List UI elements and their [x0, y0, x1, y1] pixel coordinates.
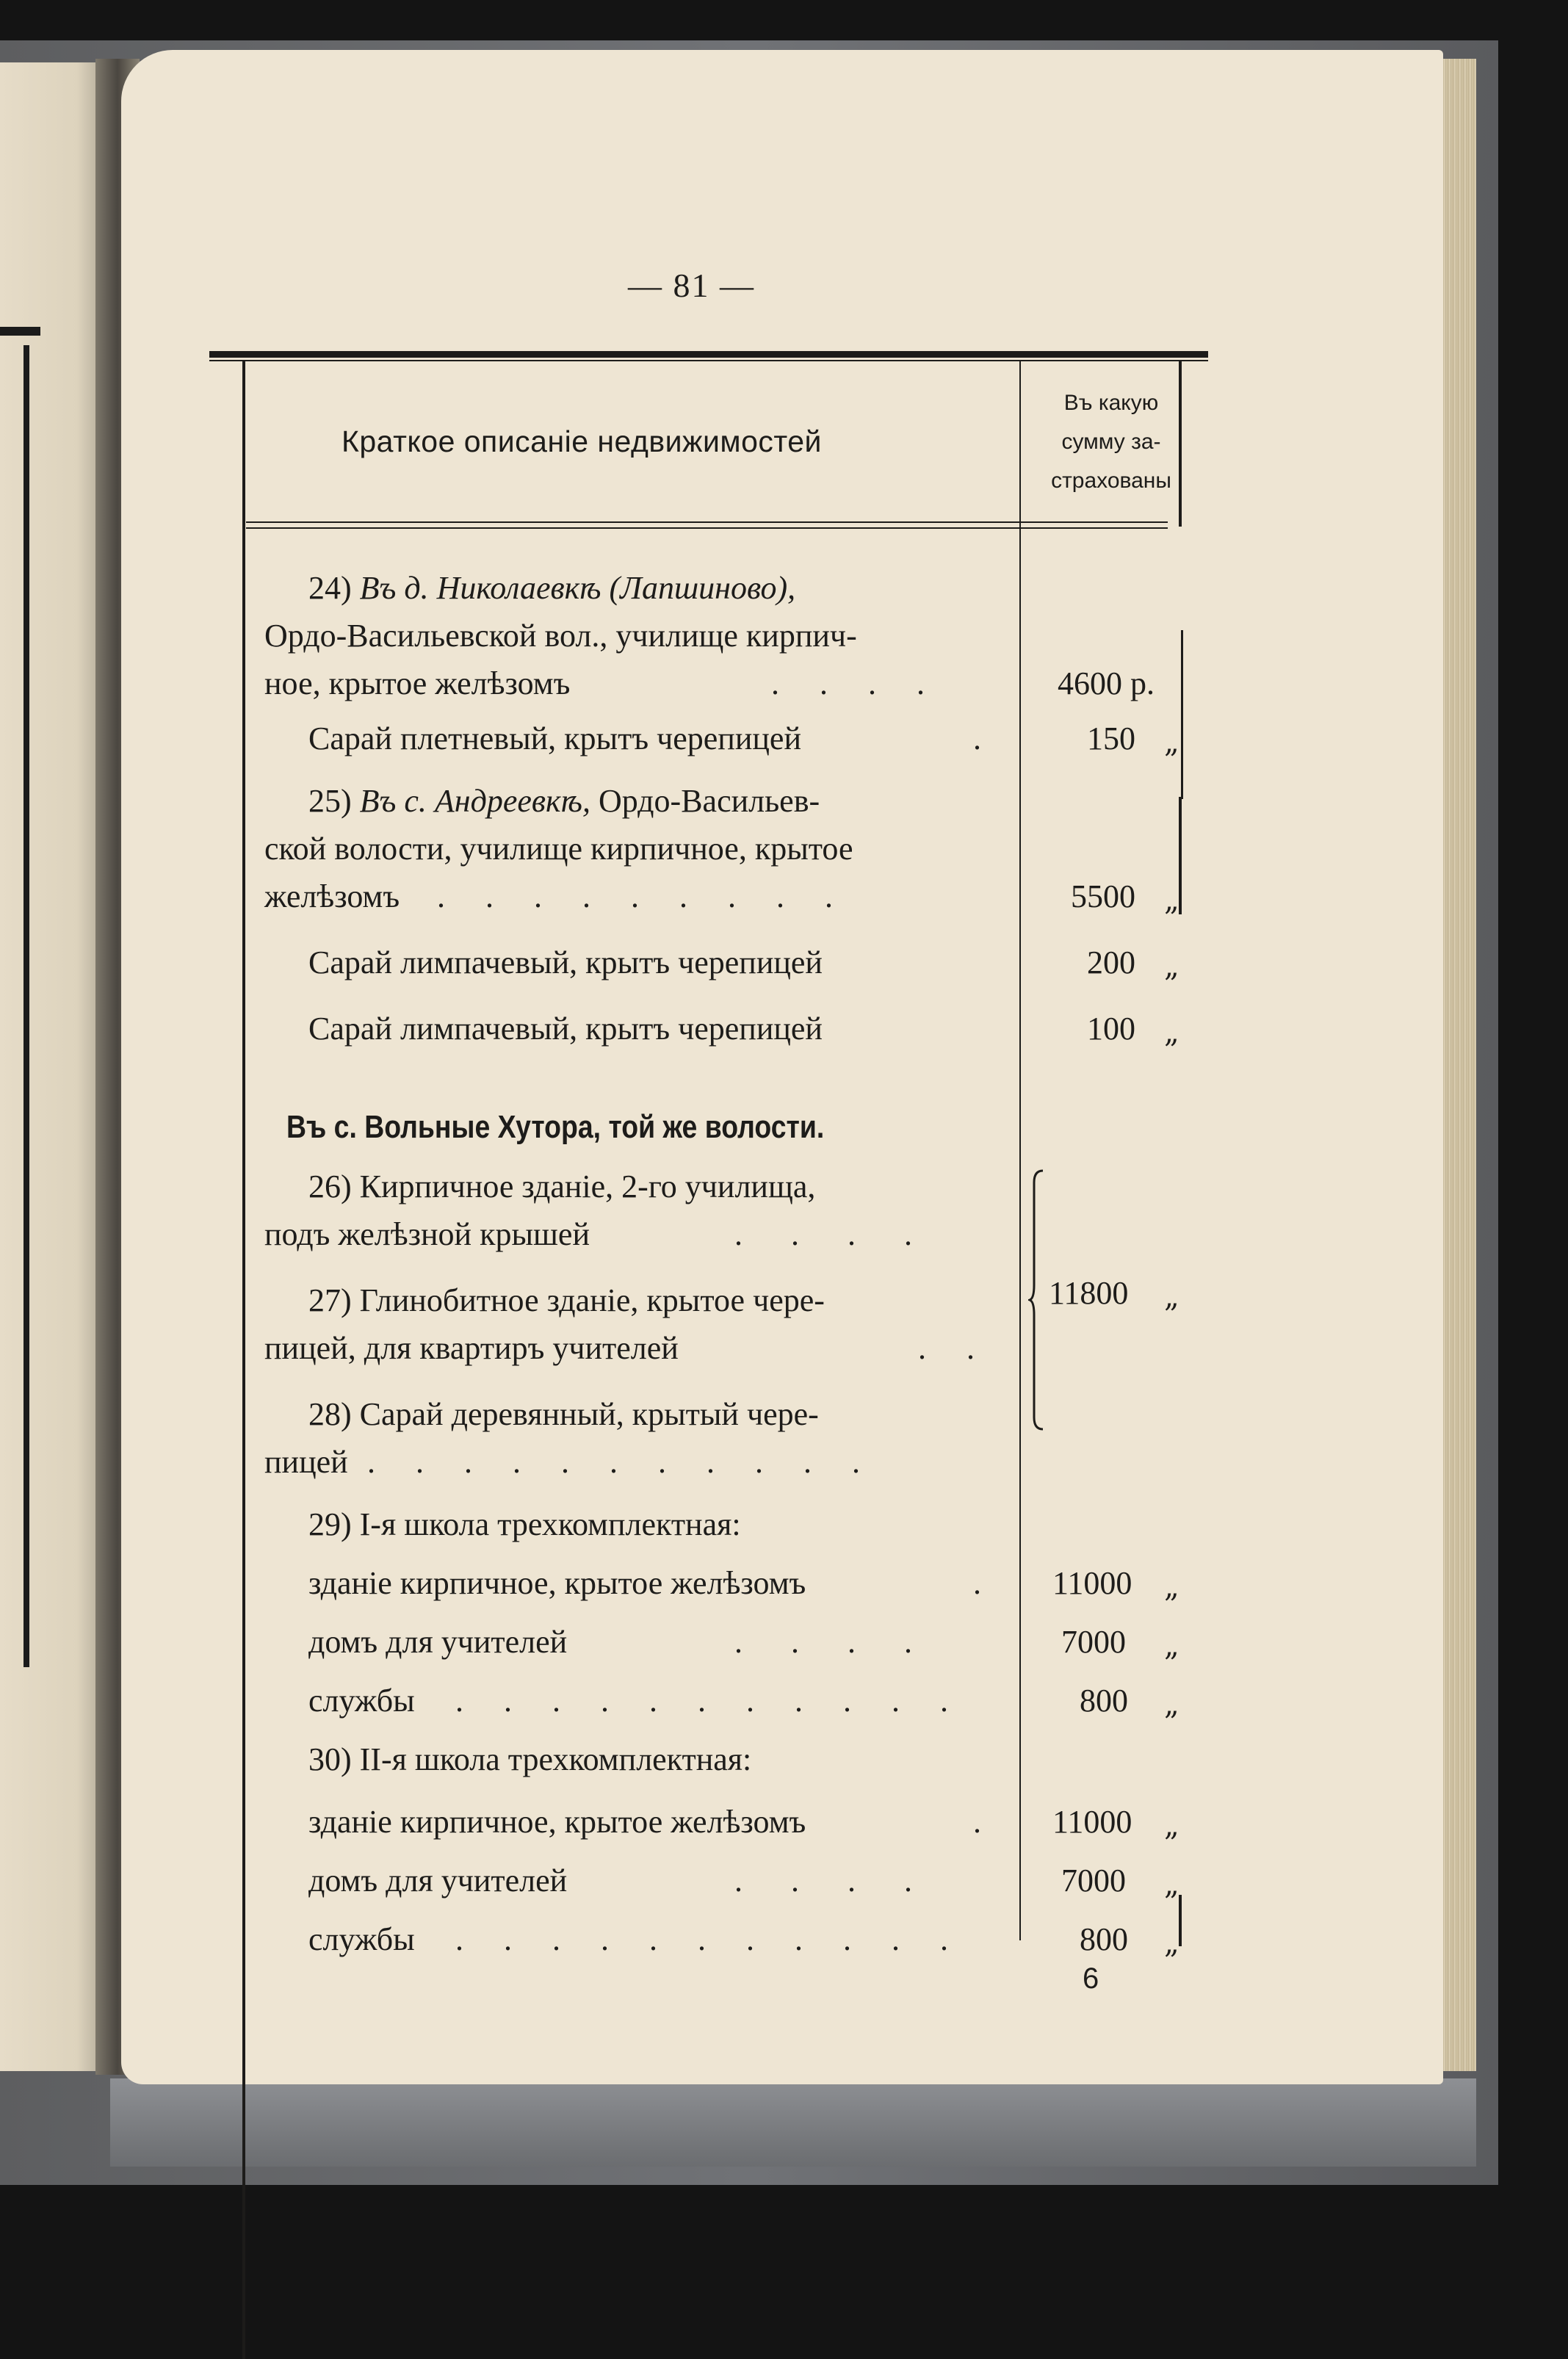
leader-dots: . . . . [734, 1216, 912, 1252]
ditto-mark: „ [1164, 950, 1179, 983]
ditto-mark: „ [1164, 1629, 1179, 1663]
ditto-mark: „ [1164, 1016, 1179, 1050]
leader-dots: . . . . . . . . . [437, 878, 833, 914]
ditto-mark: „ [1164, 1570, 1179, 1604]
header-bottom-rule-2 [246, 527, 1168, 529]
ditto-mark: „ [1164, 1280, 1179, 1314]
table-top-rule-thin [209, 360, 1208, 361]
entry-25-place: Въ с. Андреевкѣ, [359, 783, 590, 819]
leader-dots: . . . . . . . . . . . [455, 1683, 948, 1719]
ditto-mark: „ [1164, 1809, 1179, 1843]
grouping-brace [1028, 1168, 1044, 1432]
entry-24-number: 24) [308, 570, 352, 606]
entry-30-title: 30) II-я школа трехкомплектная: [308, 1741, 752, 1777]
entry-26-line-2: подъ желѣзной крышей [264, 1216, 590, 1252]
entry-29-item-1-text: зданіе кирпичное, крытое желѣзомъ [308, 1565, 806, 1601]
entry-24-line-1 [308, 569, 795, 607]
amount-header-line-3: страхованы [1051, 469, 1171, 493]
amount-header-line-2: сумму за- [1061, 430, 1161, 454]
entry-24b-amount: 150 [1087, 720, 1135, 756]
table-top-rule [209, 351, 1208, 358]
leader-dots: . . [918, 1330, 975, 1366]
entry-25-amount: 5500 [1071, 878, 1135, 914]
entry-30-item-3-amount: 800 [1080, 1921, 1128, 1957]
leader-dots: . [973, 1804, 981, 1840]
entry-29-title: 29) I-я школа трехкомплектная: [308, 1506, 741, 1542]
amount-header-line-1: Въ какую [1063, 391, 1159, 415]
leader-dots: . . . . . . . . . . . [367, 1444, 860, 1480]
entry-25-line-3: желѣзомъ [264, 878, 400, 914]
entry-30-item-2-text: домъ для учителей [308, 1863, 568, 1899]
entry-25b-amount: 200 [1087, 944, 1135, 980]
entry-29-item-3-text: службы [308, 1683, 415, 1719]
entry-25c-text: Сарай лимпачевый, крытъ черепицей [308, 1011, 823, 1047]
leader-dots: . . . . [734, 1624, 912, 1660]
ditto-mark: „ [1164, 1688, 1179, 1722]
ditto-mark: „ [1164, 884, 1179, 917]
leader-dots: . . . . [734, 1863, 912, 1899]
leader-dots: . [973, 1565, 981, 1601]
leader-dots: . [973, 720, 981, 756]
entry-29-item-1-amount: 11000 [1052, 1565, 1132, 1601]
facing-page [0, 62, 110, 2071]
facing-page-vertical-rule [24, 345, 29, 1667]
entry-30-item-2-amount: 7000 [1061, 1863, 1126, 1899]
entry-24b-text: Сарай плетневый, крытъ черепицей [308, 720, 801, 756]
entry-30-item-1-amount: 11000 [1052, 1804, 1132, 1840]
entry-29-item-3-amount: 800 [1080, 1683, 1128, 1719]
entry-24-place: Въ д. Николаевкѣ (Лапшиново), [359, 570, 796, 606]
entry-27-line-1: 27) Глинобитное зданіе, крытое чере- [308, 1282, 825, 1318]
ditto-mark: „ [1164, 1868, 1179, 1901]
entry-29-item-2-text: домъ для учителей [308, 1624, 568, 1660]
sheet-number: 6 [1083, 1962, 1099, 1995]
entry-25-place-rest: Ордо-Васильев- [598, 783, 820, 819]
page-number: — 81 — [628, 267, 755, 304]
header-bottom-rule [246, 521, 1168, 523]
table-left-border [242, 361, 245, 2359]
entry-25c-amount: 100 [1087, 1011, 1135, 1047]
entry-29-item-2-amount: 7000 [1061, 1624, 1126, 1660]
ditto-mark: „ [1164, 1926, 1179, 1960]
leader-dots: . . . . [771, 665, 925, 701]
section-heading: Въ с. Вольные Хутора, той же волости. [286, 1109, 825, 1145]
entry-24-line-2: Ордо-Васильевской вол., училище кирпич- [264, 618, 857, 654]
ditto-mark: „ [1164, 726, 1179, 759]
entry-27-line-2: пицей, для квартиръ учителей [264, 1330, 679, 1366]
entry-28-line-2: пицей [264, 1444, 348, 1480]
entry-24-amount: 4600 р. [1058, 665, 1155, 701]
column-divider [1019, 361, 1021, 1940]
entry-25-number: 25) [308, 783, 352, 819]
facing-page-rule [0, 327, 40, 336]
entry-26-line-1: 26) Кирпичное зданіе, 2-го училища, [308, 1168, 816, 1204]
entry-30-item-3-text: службы [308, 1921, 415, 1957]
description-column-header: Краткое описаніе недвижимостей [342, 425, 822, 458]
group-amount: 11800 [1049, 1275, 1129, 1311]
entry-28-line-1: 28) Сарай деревянный, крытый чере- [308, 1396, 819, 1432]
book-cover-bottom [110, 2078, 1476, 2167]
entry-25-line-2: ской волости, училище кирпичное, крытое [264, 831, 853, 867]
entry-24-line-3: ное, крытое желѣзомъ [264, 665, 571, 701]
entry-30-item-1-text: зданіе кирпичное, крытое желѣзомъ [308, 1804, 806, 1840]
entry-25-line-1 [308, 782, 820, 820]
amount-col-bar [1181, 630, 1183, 799]
leader-dots: . . . . . . . . . . . [455, 1921, 948, 1957]
entry-25b-text: Сарай лимпачевый, крытъ черепицей [308, 944, 823, 980]
